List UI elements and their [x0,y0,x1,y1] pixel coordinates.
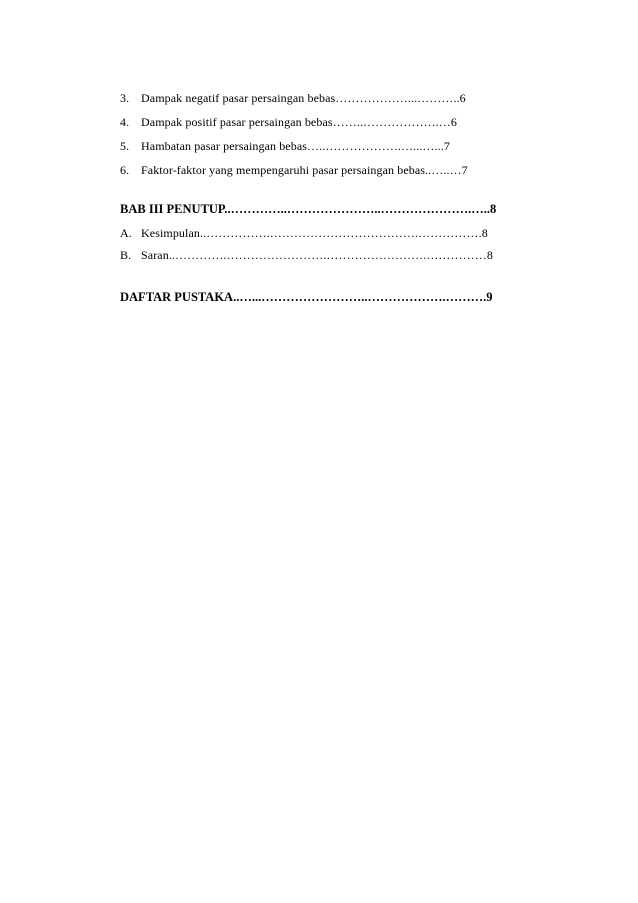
toc-heading-daftar-pustaka: DAFTAR PUSTAKA..…...……………………..……………….……….9 [120,290,493,304]
toc-heading-bab3: BAB III PENUTUP..…………..…………………..………………….…..8 [120,202,497,216]
toc-entry-text: Faktor-faktor yang mempengaruhi pasar persaingan bebas..…..…7 [141,163,468,177]
toc-entry-number: 6. [120,163,130,177]
toc-entry-number: 3. [120,91,130,105]
toc-entry-letter: A. [120,226,132,240]
toc-entry-number: 5. [120,139,130,153]
toc-entry-text: Kesimpulan..…………….……………………………….…………….8 [141,226,488,240]
toc-entry-text: Hambatan pasar persaingan bebas…..……………….…...…...7 [141,139,450,153]
toc-entry-number: 4. [120,115,130,129]
toc-entry-text: Saran..………….…………………….…………………….……………8 [141,248,493,262]
toc-entry-letter: B. [120,248,132,262]
toc-entry-text: Dampak negatif pasar persaingan bebas………………...………..6 [141,91,466,105]
toc-entry-text: Dampak positif pasar persaingan bebas……..……………….…6 [141,115,457,129]
